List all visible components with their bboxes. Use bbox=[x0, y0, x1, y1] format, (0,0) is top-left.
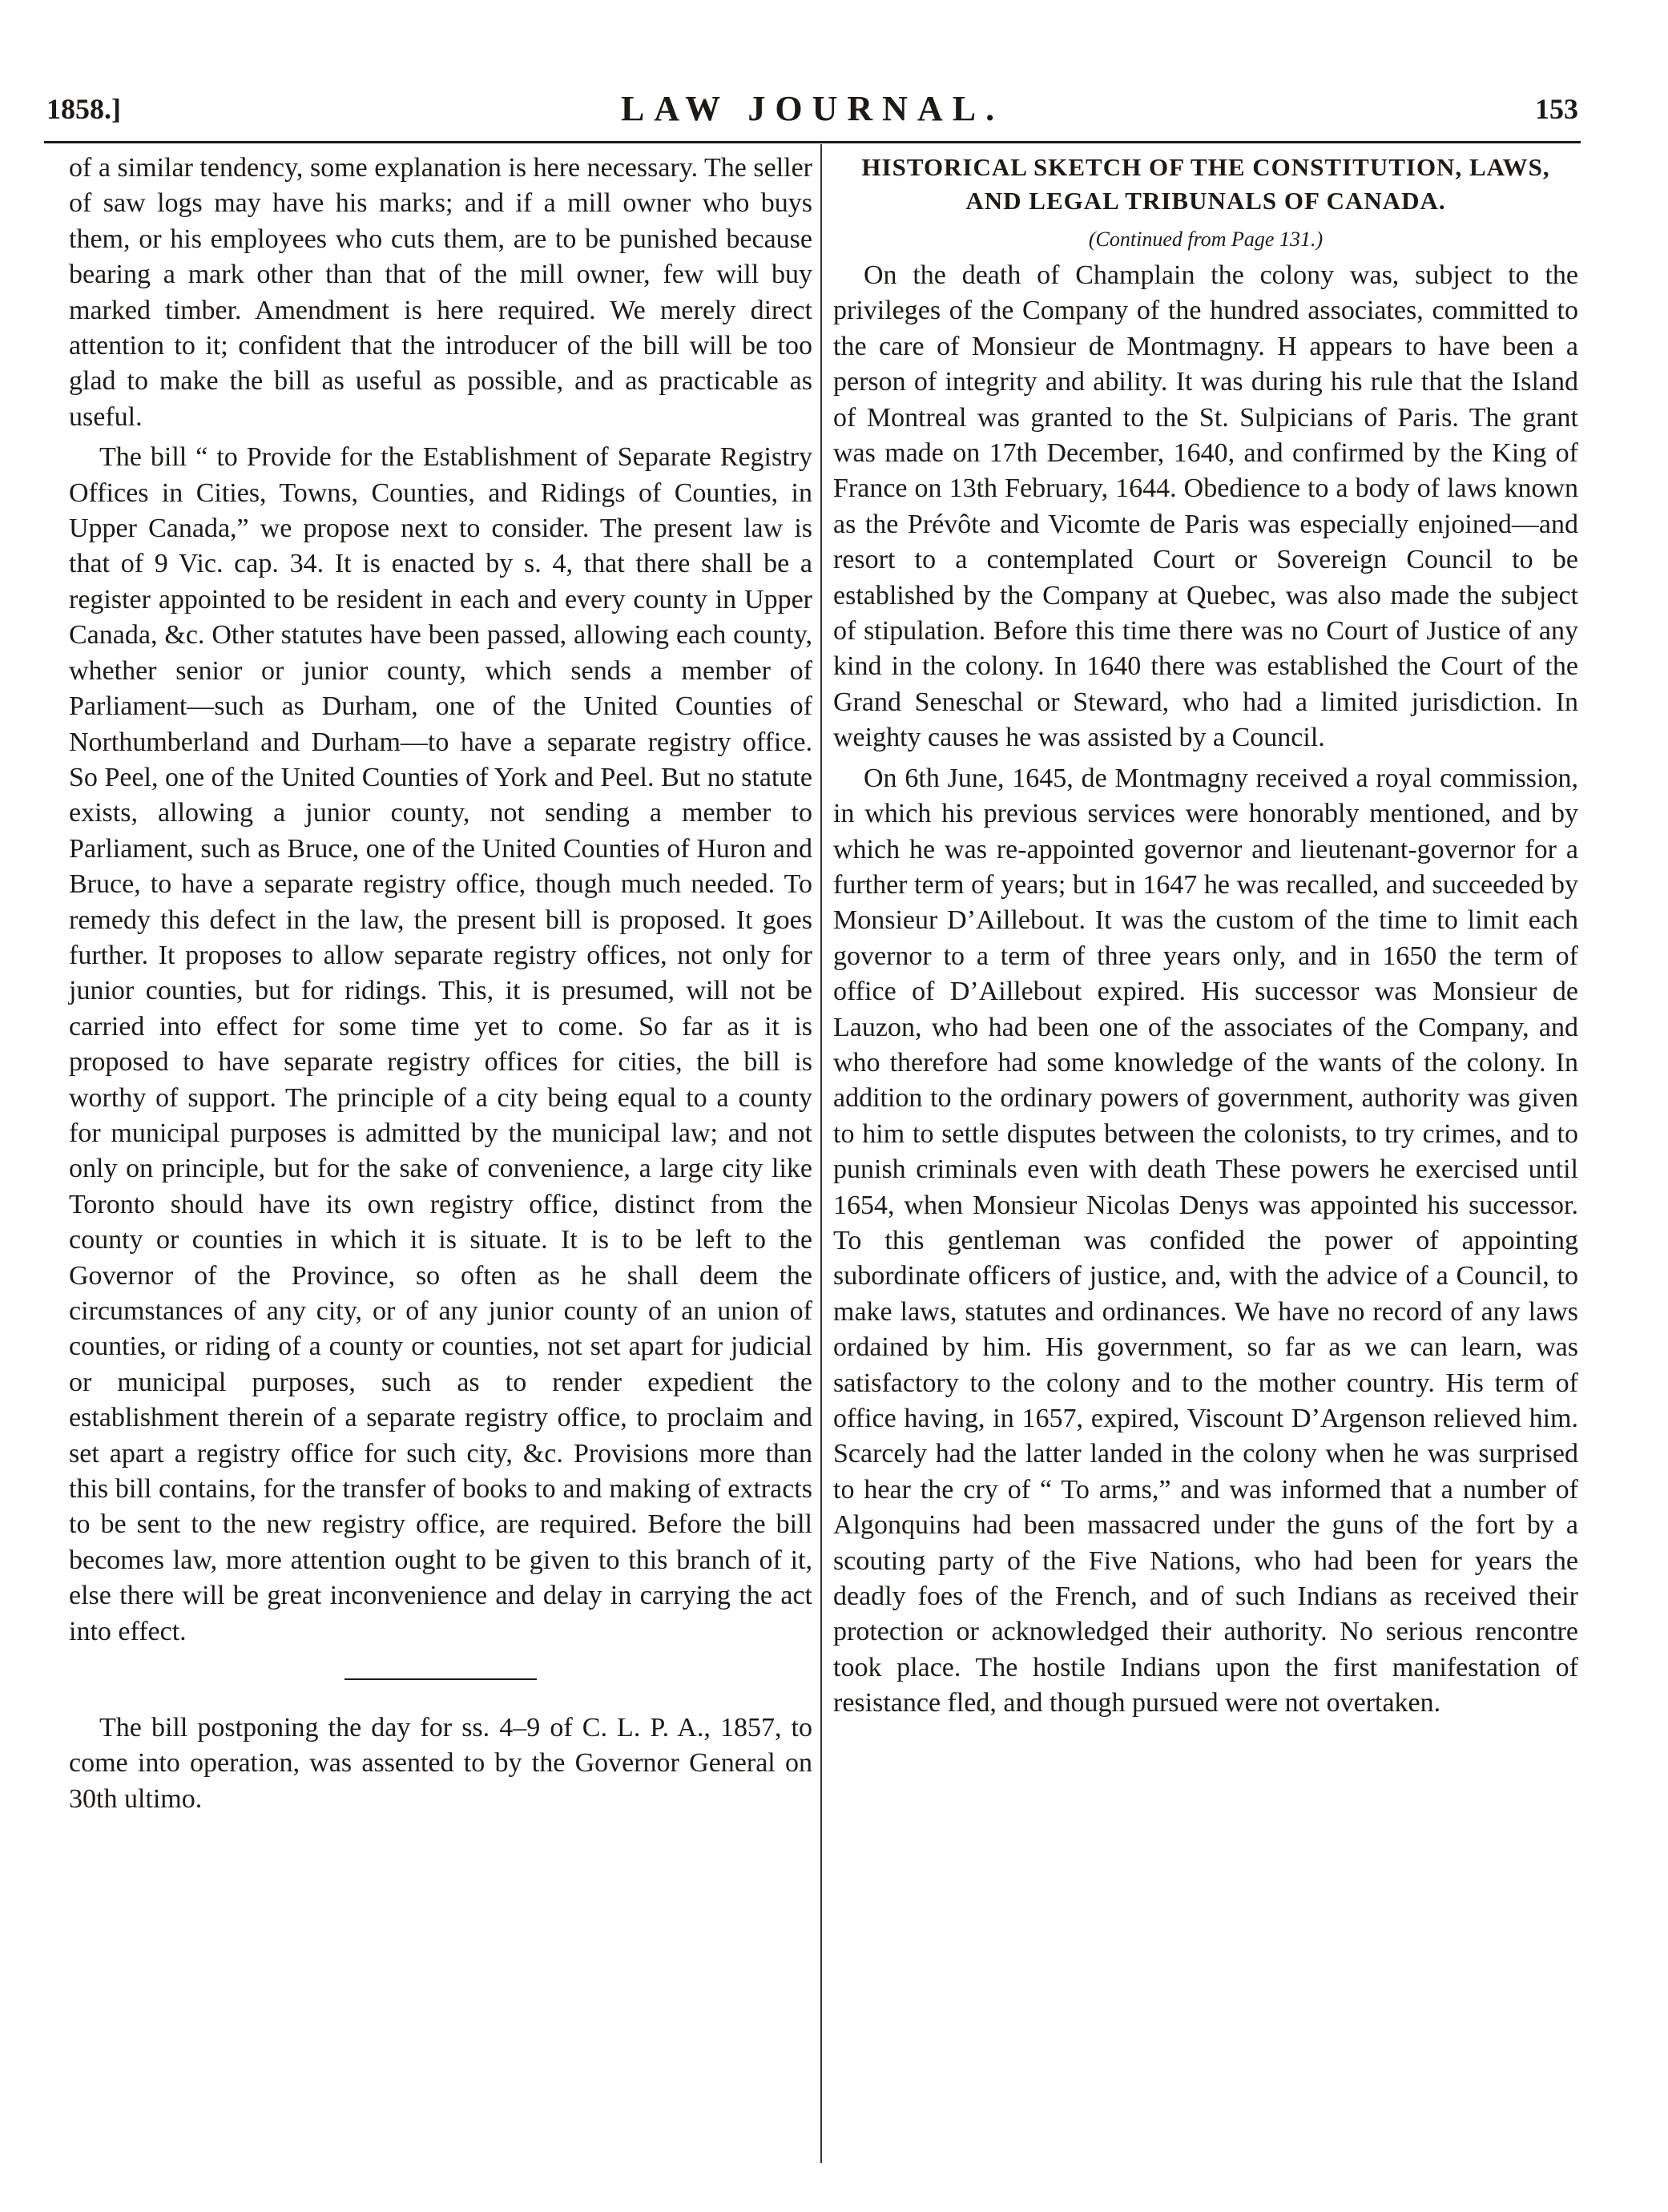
header-page-number: 153 bbox=[1535, 93, 1578, 125]
section-separator-rule bbox=[344, 1678, 537, 1680]
continued-note: (Continued from Page 131.) bbox=[1088, 228, 1324, 251]
right-paragraph-1: On the death of Champlain the colony was, subject to the privileges of the Company of the hundred associates, committed to the care of Monsieur de Montmagny. H appears to have been a person of integrity and ability. It was during his rule that the Island of Montreal was granted to the St. Sulpicians of Paris. The grant was made on 17th December, 1640, and confirmed by the King of France on 13th February, 1644. Obedience to a body of laws known as the Prévôte and Vicomte de Paris was especially enjoined—and resort to a contemplated Court or Sovereign Council to be established by the Company at Quebec, was also made the subject of stipulation. Before this time there was no Court of Justice of any kind in the colony. In 1640 there was established the Court of the Grand Seneschal or Steward, who had a limited jurisdiction. In weighty causes he was assisted by a Council. bbox=[833, 260, 1578, 753]
running-header bbox=[46, 87, 1578, 135]
right-paragraph-2: On 6th June, 1645, de Montmagny received a royal commission, in which his previous services were honorably mentioned, and by which he was re-appointed governor and lieutenant-governor for a further term of years; but in 1647 he was recalled, and succeeded by Monsieur D’Aillebout. It was the custom of the time to limit each governor to a term of three years only, and in 1650 the term of office of D’Aillebout expired. His successor was Monsieur de Lauzon, who had been one of the associates of the Company, and who therefore had some knowledge of the wants of the colony. In addition to the ordinary powers of government, authority was given to him to settle disputes between the colonists, to try crimes, and to punish criminals even with death These powers he exercised until 1654, when Monsieur Nicolas Denys was appointed his successor. To this gentleman was confided the power of appointing subordinate officers of justice, and, with the advice of a Council, to make laws, statutes and ordinances. We have no record of any laws ordained by him. His government, so far as we can learn, was satisfactory to the colony and to the mother country. His term of office having, in 1657, expired, Viscount D’Argenson relieved him. Scarcely had the latter landed in the colony when he was surprised to hear the cry of “ To arms,” and was informed that a number of Algonquins had been massacred under the guns of the fort by a scouting party of the Five Nations, who had been for years the deadly foes of the French, and of such Indians as received their protection or acknowledged their authority. No serious rencontre took place. The hostile Indians upon the first manifestation of resistance fled, and though pursued were not overtaken. bbox=[833, 763, 1578, 1718]
left-paragraph-2: The bill “ to Provide for the Establishment of Separate Registry Offices in Cities, Towns, Counties, and Ridings of Counties, in Upper Canada,” we propose next to consider. The present law is that of 9 Vic. cap. 34. It is enacted by s. 4, that there shall be a register appointed to be resident in each and every county in Upper Canada, &c. Other statutes have been passed, allowing each county, whether senior or junior county, which sends a member of Parliament—such as Durham, one of the United Counties of Northumberland and Durham—to have a separate registry office. So Peel, one of the United Counties of York and Peel. But no statute exists, allowing a junior county, not sending a member to Parliament, such as Bruce, one of the United Counties of Huron and Bruce, to have a separate registry office, though much needed. To remedy this defect in the law, the present bill is proposed. It goes further. It proposes to allow separate registry offices, not only for junior counties, but for ridings. This, it is presumed, will not be carried into effect for some time yet to come. So far as it is proposed to have separate registry offices for cities, the bill is worthy of support. The principle of a city being equal to a county for municipal purposes is admitted by the municipal law; and not only on principle, but for the sake of convenience, a large city like Toronto should have its own registry office, distinct from the county or counties in which it is situate. It is to be left to the Governor of the Province, so often as he shall deem the circumstances of any city, or of any junior county of an union of counties, or riding of a county or counties, not set apart for judicial or municipal purposes, such as to render expedient the establishment therein of a separate registry office, to proclaim and set apart a registry office for such city, &c. Provisions more than this bill contains, for the transfer of books to and making of extracts to be sent to the new registry office, are required. Before the bill becomes law, more attention ought to be given to this branch of it, else there will be great inconvenience and delay in carrying the act into effect. bbox=[69, 442, 812, 1646]
left-paragraph-1: of a similar tendency, some explanation is here necessary. The seller of saw logs may have his marks; and if a mill owner who buys them, or his employees who cuts them, are to be punished because bearing a mark other than that of the mill owner, few will buy marked timber. Amendment is here required. We merely direct attention to it; confident that the introducer of the bill will be too glad to make the bill as useful as possible, and as practicable as useful. bbox=[69, 153, 812, 432]
article-title: HISTORICAL SKETCH OF THE CONSTITUTION, LAWS, AND LEGAL TRIBUNALS OF CANADA. bbox=[861, 153, 1550, 215]
left-paragraph-3: The bill postponing the day for ss. 4–9 of C. L. P. A., 1857, to come into operation, was assented to by the Governor General on 30th ultimo. bbox=[69, 1713, 812, 1814]
right-column bbox=[833, 151, 1578, 1722]
header-year: 1858.] bbox=[46, 93, 121, 125]
header-rule bbox=[44, 141, 1581, 143]
left-column bbox=[69, 151, 812, 1817]
column-divider bbox=[820, 144, 822, 2163]
header-title: LAW JOURNAL. bbox=[620, 89, 1005, 128]
